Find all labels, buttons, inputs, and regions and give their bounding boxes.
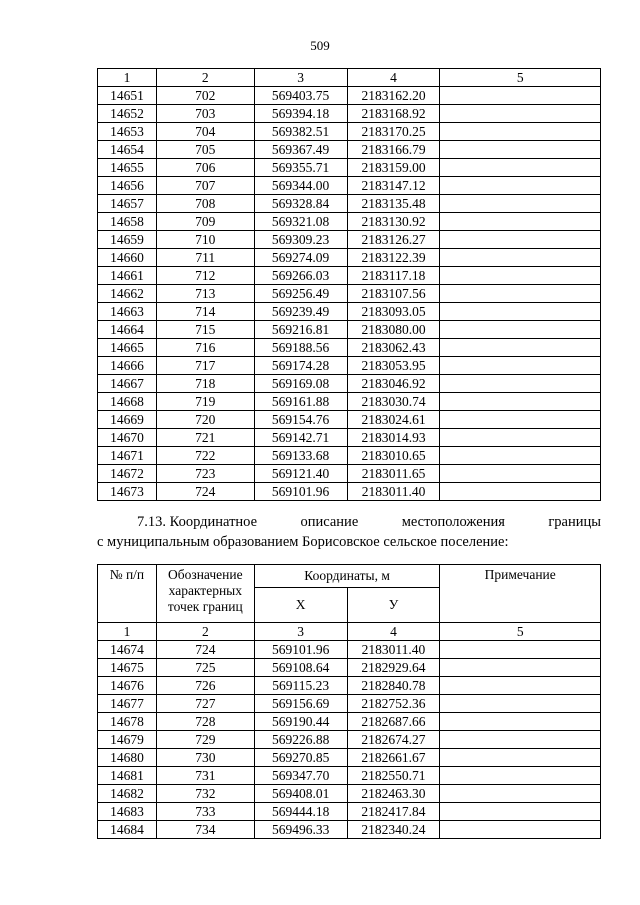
column-number-cell: 4	[347, 623, 440, 641]
row-num-cell: 14662	[98, 285, 157, 303]
y-cell: 2183014.93	[347, 429, 440, 447]
point-cell: 724	[156, 641, 254, 659]
table-row	[98, 429, 601, 447]
table-row	[98, 695, 601, 713]
column-number-cell: 5	[440, 623, 601, 641]
note-cell	[440, 213, 601, 231]
caption-word: границы	[548, 514, 601, 530]
y-cell: 2182417.84	[347, 803, 440, 821]
table-head-row	[98, 565, 601, 588]
bottom-coordinates-table	[97, 564, 601, 839]
y-cell: 2182752.36	[347, 695, 440, 713]
x-cell: 569115.23	[254, 677, 347, 695]
x-cell: 569108.64	[254, 659, 347, 677]
row-num-cell: 14652	[98, 105, 157, 123]
x-cell: 569161.88	[254, 393, 347, 411]
point-cell: 704	[156, 123, 254, 141]
point-cell: 713	[156, 285, 254, 303]
row-num-cell: 14661	[98, 267, 157, 285]
y-cell: 2183107.56	[347, 285, 440, 303]
y-cell: 2183126.27	[347, 231, 440, 249]
column-number-cell: 2	[156, 69, 254, 87]
y-cell: 2183010.65	[347, 447, 440, 465]
y-cell: 2182929.64	[347, 659, 440, 677]
row-num-cell: 14655	[98, 159, 157, 177]
table-row	[98, 393, 601, 411]
x-cell: 569256.49	[254, 285, 347, 303]
y-cell: 2183062.43	[347, 339, 440, 357]
row-num-cell: 14657	[98, 195, 157, 213]
table-row	[98, 749, 601, 767]
table-row	[98, 713, 601, 731]
table-row	[98, 321, 601, 339]
note-cell	[440, 393, 601, 411]
y-cell: 2183159.00	[347, 159, 440, 177]
caption-word: 7.13. Координатное	[137, 514, 258, 530]
table-row	[98, 231, 601, 249]
point-cell: 702	[156, 87, 254, 105]
table-row	[98, 767, 601, 785]
point-cell: 734	[156, 821, 254, 839]
row-num-cell: 14678	[98, 713, 157, 731]
y-cell: 2182687.66	[347, 713, 440, 731]
column-number-row	[98, 623, 601, 641]
row-num-cell: 14665	[98, 339, 157, 357]
table-row	[98, 465, 601, 483]
note-cell	[440, 821, 601, 839]
note-cell	[440, 303, 601, 321]
table-row	[98, 249, 601, 267]
x-cell: 569496.33	[254, 821, 347, 839]
x-cell: 569101.96	[254, 641, 347, 659]
table-row	[98, 659, 601, 677]
point-cell: 705	[156, 141, 254, 159]
note-cell	[440, 357, 601, 375]
row-num-cell: 14659	[98, 231, 157, 249]
note-cell	[440, 177, 601, 195]
y-cell: 2182463.30	[347, 785, 440, 803]
point-cell: 707	[156, 177, 254, 195]
point-cell: 715	[156, 321, 254, 339]
x-cell: 569321.08	[254, 213, 347, 231]
table-row	[98, 123, 601, 141]
y-cell: 2183170.25	[347, 123, 440, 141]
x-cell: 569344.00	[254, 177, 347, 195]
x-cell: 569226.88	[254, 731, 347, 749]
column-number-cell: 4	[347, 69, 440, 87]
x-cell: 569347.70	[254, 767, 347, 785]
point-cell: 718	[156, 375, 254, 393]
caption-line-1	[97, 512, 601, 532]
note-cell	[440, 447, 601, 465]
section-caption	[97, 512, 601, 552]
row-num-cell: 14660	[98, 249, 157, 267]
x-cell: 569328.84	[254, 195, 347, 213]
note-cell	[440, 123, 601, 141]
table-row	[98, 411, 601, 429]
row-num-cell: 14679	[98, 731, 157, 749]
point-cell: 728	[156, 713, 254, 731]
y-cell: 2183093.05	[347, 303, 440, 321]
x-cell: 569309.23	[254, 231, 347, 249]
x-cell: 569355.71	[254, 159, 347, 177]
point-cell: 730	[156, 749, 254, 767]
table-row	[98, 677, 601, 695]
point-cell: 708	[156, 195, 254, 213]
y-cell: 2183122.39	[347, 249, 440, 267]
head-num: № п/п	[98, 565, 157, 623]
note-cell	[440, 375, 601, 393]
table-row	[98, 267, 601, 285]
y-cell: 2183168.92	[347, 105, 440, 123]
point-cell: 733	[156, 803, 254, 821]
y-cell: 2182674.27	[347, 731, 440, 749]
note-cell	[440, 803, 601, 821]
row-num-cell: 14663	[98, 303, 157, 321]
row-num-cell: 14677	[98, 695, 157, 713]
point-cell: 706	[156, 159, 254, 177]
row-num-cell: 14681	[98, 767, 157, 785]
note-cell	[440, 731, 601, 749]
y-cell: 2183117.18	[347, 267, 440, 285]
caption-line-2: с муниципальным образованием Борисовское сельское поселение:	[97, 534, 509, 550]
note-cell	[440, 159, 601, 177]
point-cell: 725	[156, 659, 254, 677]
x-cell: 569101.96	[254, 483, 347, 501]
point-cell: 729	[156, 731, 254, 749]
point-cell: 711	[156, 249, 254, 267]
y-cell: 2183162.20	[347, 87, 440, 105]
row-num-cell: 14668	[98, 393, 157, 411]
table-row	[98, 785, 601, 803]
x-cell: 569156.69	[254, 695, 347, 713]
table-row	[98, 821, 601, 839]
note-cell	[440, 267, 601, 285]
y-cell: 2182550.71	[347, 767, 440, 785]
point-cell: 732	[156, 785, 254, 803]
table-row	[98, 303, 601, 321]
y-cell: 2183011.40	[347, 641, 440, 659]
note-cell	[440, 659, 601, 677]
x-cell: 569142.71	[254, 429, 347, 447]
x-cell: 569408.01	[254, 785, 347, 803]
y-cell: 2183135.48	[347, 195, 440, 213]
head-designation: Обозначение характерных точек границ	[156, 565, 254, 623]
point-cell: 726	[156, 677, 254, 695]
point-cell: 717	[156, 357, 254, 375]
column-number-cell: 1	[98, 623, 157, 641]
table-row	[98, 195, 601, 213]
point-cell: 727	[156, 695, 254, 713]
row-num-cell: 14653	[98, 123, 157, 141]
row-num-cell: 14673	[98, 483, 157, 501]
top-coordinates-table	[97, 68, 601, 501]
point-cell: 723	[156, 465, 254, 483]
y-cell: 2183011.65	[347, 465, 440, 483]
head-y: У	[347, 588, 440, 623]
row-num-cell: 14658	[98, 213, 157, 231]
row-num-cell: 14656	[98, 177, 157, 195]
y-cell: 2182340.24	[347, 821, 440, 839]
column-number-cell: 5	[440, 69, 601, 87]
table-row	[98, 641, 601, 659]
row-num-cell: 14672	[98, 465, 157, 483]
x-cell: 569216.81	[254, 321, 347, 339]
note-cell	[440, 231, 601, 249]
row-num-cell: 14671	[98, 447, 157, 465]
y-cell: 2183053.95	[347, 357, 440, 375]
row-num-cell: 14675	[98, 659, 157, 677]
point-cell: 731	[156, 767, 254, 785]
head-coordinates: Координаты, м	[254, 565, 440, 588]
table-row	[98, 213, 601, 231]
note-cell	[440, 483, 601, 501]
note-cell	[440, 285, 601, 303]
head-x: X	[254, 588, 347, 623]
point-cell: 722	[156, 447, 254, 465]
y-cell: 2183011.40	[347, 483, 440, 501]
table-row	[98, 357, 601, 375]
x-cell: 569394.18	[254, 105, 347, 123]
note-cell	[440, 339, 601, 357]
table-row	[98, 483, 601, 501]
row-num-cell: 14670	[98, 429, 157, 447]
caption-word: местоположения	[401, 514, 505, 530]
x-cell: 569174.28	[254, 357, 347, 375]
x-cell: 569367.49	[254, 141, 347, 159]
table-row	[98, 141, 601, 159]
table-row	[98, 339, 601, 357]
y-cell: 2183080.00	[347, 321, 440, 339]
point-cell: 716	[156, 339, 254, 357]
note-cell	[440, 321, 601, 339]
x-cell: 569403.75	[254, 87, 347, 105]
x-cell: 569266.03	[254, 267, 347, 285]
x-cell: 569274.09	[254, 249, 347, 267]
note-cell	[440, 695, 601, 713]
y-cell: 2183046.92	[347, 375, 440, 393]
y-cell: 2183030.74	[347, 393, 440, 411]
note-cell	[440, 641, 601, 659]
x-cell: 569190.44	[254, 713, 347, 731]
column-number-cell: 3	[254, 623, 347, 641]
x-cell: 569154.76	[254, 411, 347, 429]
row-num-cell: 14669	[98, 411, 157, 429]
point-cell: 719	[156, 393, 254, 411]
note-cell	[440, 785, 601, 803]
note-cell	[440, 195, 601, 213]
row-num-cell: 14651	[98, 87, 157, 105]
table-row	[98, 803, 601, 821]
table-row	[98, 87, 601, 105]
x-cell: 569239.49	[254, 303, 347, 321]
row-num-cell: 14684	[98, 821, 157, 839]
table-row	[98, 731, 601, 749]
x-cell: 569270.85	[254, 749, 347, 767]
y-cell: 2183166.79	[347, 141, 440, 159]
column-number-cell: 3	[254, 69, 347, 87]
column-number-cell: 1	[98, 69, 157, 87]
point-cell: 712	[156, 267, 254, 285]
point-cell: 724	[156, 483, 254, 501]
row-num-cell: 14667	[98, 375, 157, 393]
row-num-cell: 14674	[98, 641, 157, 659]
y-cell: 2182840.78	[347, 677, 440, 695]
table-row	[98, 447, 601, 465]
x-cell: 569133.68	[254, 447, 347, 465]
y-cell: 2183130.92	[347, 213, 440, 231]
row-num-cell: 14666	[98, 357, 157, 375]
y-cell: 2183147.12	[347, 177, 440, 195]
note-cell	[440, 249, 601, 267]
x-cell: 569444.18	[254, 803, 347, 821]
note-cell	[440, 749, 601, 767]
column-number-row	[98, 69, 601, 87]
note-cell	[440, 411, 601, 429]
table-row	[98, 285, 601, 303]
x-cell: 569382.51	[254, 123, 347, 141]
caption-word: описание	[300, 514, 359, 530]
x-cell: 569121.40	[254, 465, 347, 483]
table-row	[98, 105, 601, 123]
note-cell	[440, 465, 601, 483]
note-cell	[440, 677, 601, 695]
row-num-cell: 14676	[98, 677, 157, 695]
head-note: Примечание	[440, 565, 601, 623]
note-cell	[440, 713, 601, 731]
note-cell	[440, 105, 601, 123]
point-cell: 721	[156, 429, 254, 447]
note-cell	[440, 141, 601, 159]
row-num-cell: 14680	[98, 749, 157, 767]
note-cell	[440, 87, 601, 105]
column-number-cell: 2	[156, 623, 254, 641]
table-row	[98, 375, 601, 393]
point-cell: 720	[156, 411, 254, 429]
row-num-cell: 14683	[98, 803, 157, 821]
page-number: 509	[310, 38, 330, 53]
note-cell	[440, 767, 601, 785]
y-cell: 2183024.61	[347, 411, 440, 429]
x-cell: 569188.56	[254, 339, 347, 357]
y-cell: 2182661.67	[347, 749, 440, 767]
point-cell: 714	[156, 303, 254, 321]
point-cell: 709	[156, 213, 254, 231]
row-num-cell: 14654	[98, 141, 157, 159]
table-row	[98, 159, 601, 177]
row-num-cell: 14664	[98, 321, 157, 339]
row-num-cell: 14682	[98, 785, 157, 803]
point-cell: 703	[156, 105, 254, 123]
table-row	[98, 177, 601, 195]
point-cell: 710	[156, 231, 254, 249]
x-cell: 569169.08	[254, 375, 347, 393]
note-cell	[440, 429, 601, 447]
